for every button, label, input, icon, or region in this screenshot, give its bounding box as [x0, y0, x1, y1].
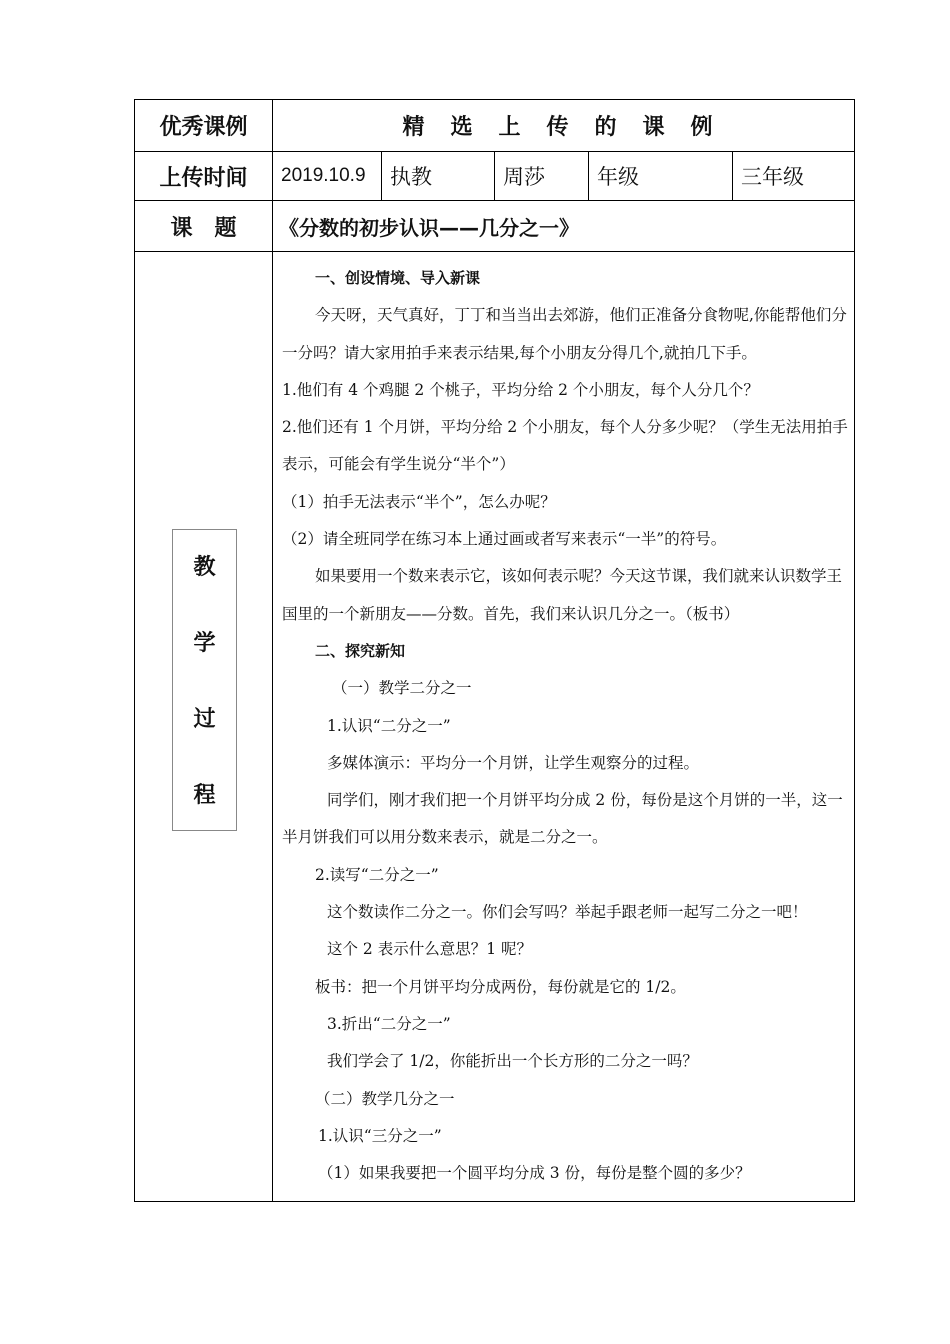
paragraph: 这个数读作二分之一。你们会写吗？举起手跟老师一起写二分之一吧！ [327, 903, 808, 922]
paragraph: 如果要用一个数来表示它，该如何表示呢？今天这节课，我们就来认识数学王国里的一个新朋友——分数。首先，我们来认识几分之一。（板书） [282, 567, 843, 623]
lesson-topic: 《分数的初步认识——几分之一》 [273, 201, 855, 252]
paragraph: （1）拍手无法表示“半个”，怎么办呢？ [282, 492, 556, 511]
paragraph: （1）如果我要把一个圆平均分成 3 份，每份是整个圆的多少？ [318, 1164, 751, 1183]
paragraph: （2）请全班同学在练习本上通过画或者写来表示“一半”的符号。 [282, 530, 727, 549]
lesson-table [134, 99, 855, 1202]
paragraph: 同学们，刚才我们把一个月饼平均分成 2 份，每份是这个月饼的一半，这一半月饼我们可以用分数来表示，就是二分之一。 [282, 791, 843, 847]
grade-value: 三年级 [733, 152, 855, 201]
label-example: 优秀课例 [135, 100, 273, 152]
paragraph: 1.认识“三分之一” [318, 1126, 442, 1145]
paragraph: 2.读写“二分之一” [315, 865, 439, 884]
label-grade: 年级 [589, 152, 733, 201]
subsection-heading: （一）教学二分之一 [332, 679, 472, 698]
paragraph: 1.认识“二分之一” [327, 716, 451, 735]
subsection-heading: （二）教学几分之一 [315, 1089, 455, 1108]
process-label-cell [135, 252, 273, 1202]
paragraph: 1.他们有 4 个鸡腿 2 个桃子，平均分给 2 个小朋友，每个人分几个？ [282, 380, 759, 399]
section-heading: 一、创设情境、导入新课 [315, 269, 481, 287]
process-content [282, 260, 848, 1192]
process-label-char: 学 [193, 631, 216, 656]
paragraph: 3.折出“二分之一” [327, 1014, 451, 1033]
paragraph: 多媒体演示：平均分一个月饼，让学生观察分的过程。 [327, 753, 700, 772]
teacher-name: 周莎 [495, 152, 589, 201]
label-topic: 课 题 [135, 201, 273, 252]
section-heading: 二、探究新知 [315, 641, 406, 660]
process-content-cell [273, 252, 855, 1202]
paragraph: 板书：把一个月饼平均分成两份，每份就是它的 1/2。 [315, 977, 686, 996]
paragraph: 这个 2 表示什么意思？1 呢？ [327, 940, 533, 959]
process-label-char: 教 [193, 555, 216, 580]
upload-date: 2019.10.9 [273, 152, 382, 201]
process-label-char: 过 [193, 707, 216, 732]
paragraph: 2.他们还有 1 个月饼，平均分给 2 个小朋友，每个人分多少呢？（学生无法用拍手表示，可能会有学生说分“半个”） [282, 418, 848, 474]
label-upload-time: 上传时间 [135, 152, 273, 201]
process-label-box [172, 529, 237, 831]
label-teacher: 执教 [382, 152, 495, 201]
paragraph: 今天呀，天气真好，丁丁和当当出去郊游，他们正准备分食物呢,你能帮他们分一分吗？请大家用拍手来表示结果,每个小朋友分得几个,就拍几下手。 [282, 306, 847, 362]
page-title: 精选上传的课例 [273, 100, 855, 152]
paragraph: 我们学会了 1/2，你能折出一个长方形的二分之一吗？ [327, 1052, 698, 1071]
process-label-char: 程 [193, 783, 216, 808]
